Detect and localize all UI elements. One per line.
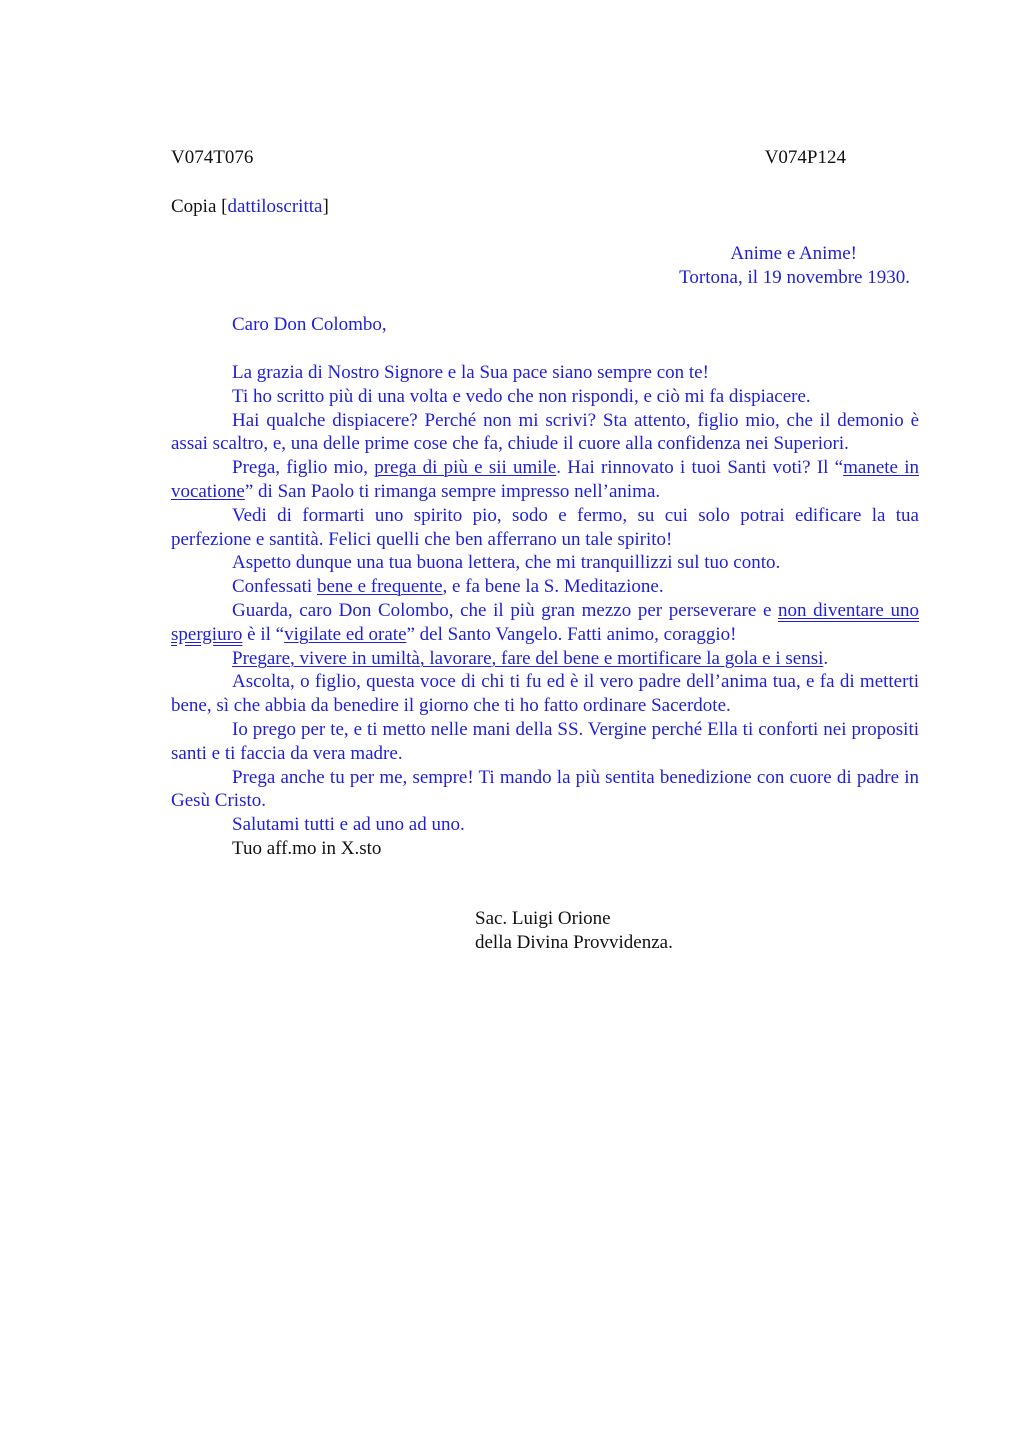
paragraph-8-part: Guarda, caro Don Colombo, che il più gran mezzo per perseverare e	[232, 599, 779, 621]
paragraph-8-part: ” del Santo Vangelo. Fatti animo, coraggio!	[406, 623, 737, 645]
motto: Anime e Anime!	[730, 243, 857, 264]
paragraph-3: Hai qualche dispiacere? Perché non mi scrivi? Sta attento, figlio mio, che il demonio è assai scaltro, e, una delle prime cose che fa, chiude il cuore alla confidenza nei Superiori.	[171, 409, 919, 455]
paragraph-13: Salutami tutti e ad uno ad uno.	[232, 814, 465, 836]
copy-note-type: dattiloscritta	[227, 196, 323, 217]
paragraph-8	[171, 599, 919, 647]
signature-name: Sac. Luigi Orione	[475, 908, 611, 929]
document-code-right: V074P124	[764, 147, 846, 168]
underlined-phrase: manete in vocatione	[171, 457, 919, 502]
copy-note-suffix: ]	[322, 196, 329, 217]
copy-note-prefix: Copia [	[171, 196, 228, 217]
document-code-left: V074T076	[171, 147, 254, 168]
paragraph-2: Ti ho scritto più di una volta e vedo che non rispondi, e ciò mi fa dispiacere.	[232, 385, 811, 407]
paragraph-7-part: , e fa bene la S. Meditazione.	[442, 576, 664, 598]
place-date: Tortona, il 19 novembre 1930.	[679, 267, 910, 288]
paragraph-4-part: . Hai rinnovato i tuoi Santi voti? Il “	[556, 457, 844, 479]
paragraph-11: Io prego per te, e ti metto nelle mani della SS. Vergine perché Ella ti conforti nei propositi santi e ti faccia da vera madre.	[171, 718, 919, 764]
paragraph-4-part: ” di San Paolo ti rimanga sempre impresso nell’anima.	[244, 480, 661, 502]
paragraph-10: Ascolta, o figlio, questa voce di chi ti fu ed è il vero padre dell’anima tua, e fa di metterti bene, sì che abbia da benedire il giorno che ti ho fatto ordinare Sacerdote.	[171, 671, 919, 717]
paragraph-12: Prega anche tu per me, sempre! Ti mando la più sentita benedizione con cuore di padre in Gesù Cristo.	[171, 766, 919, 812]
paragraph-7	[171, 575, 919, 599]
paragraph-1: La grazia di Nostro Signore e la Sua pace siano sempre con te!	[232, 362, 709, 383]
paragraph-9-part: .	[823, 647, 829, 669]
dateline	[679, 242, 910, 290]
closing-line: Tuo aff.mo in X.sto	[232, 837, 382, 859]
underlined-phrase: vigilate ed orate	[284, 623, 407, 645]
paragraph-6: Aspetto dunque una tua buona lettera, che mi tranquillizzi sul tuo conto.	[232, 552, 781, 574]
paragraph-8-part: è il “	[242, 623, 285, 645]
double-underlined-phrase: non diventare uno spergiuro	[171, 599, 919, 645]
paragraph-4-part: Prega, figlio mio,	[232, 457, 375, 479]
underlined-phrase: bene e frequente	[316, 576, 443, 598]
signature-title: della Divina Provvidenza.	[475, 932, 673, 953]
greeting: Caro Don Colombo,	[232, 314, 387, 335]
paragraph-7-part: Confessati	[232, 576, 317, 598]
paragraph-9	[171, 647, 919, 671]
underlined-phrase: prega di più e sii umile	[374, 457, 557, 479]
underlined-phrase: Pregare, vivere in umiltà, lavorare, fare del bene e mortificare la gola e i sensi	[232, 647, 824, 669]
paragraph-5: Vedi di formarti uno spirito pio, sodo e fermo, su cui solo potrai edificare la tua perfezione e santità. Felici quelli che ben afferrano un tale spirito!	[171, 504, 919, 550]
copy-note	[171, 195, 329, 219]
letter-body	[171, 361, 919, 861]
paragraph-4	[171, 456, 919, 504]
signature-block	[475, 907, 673, 955]
